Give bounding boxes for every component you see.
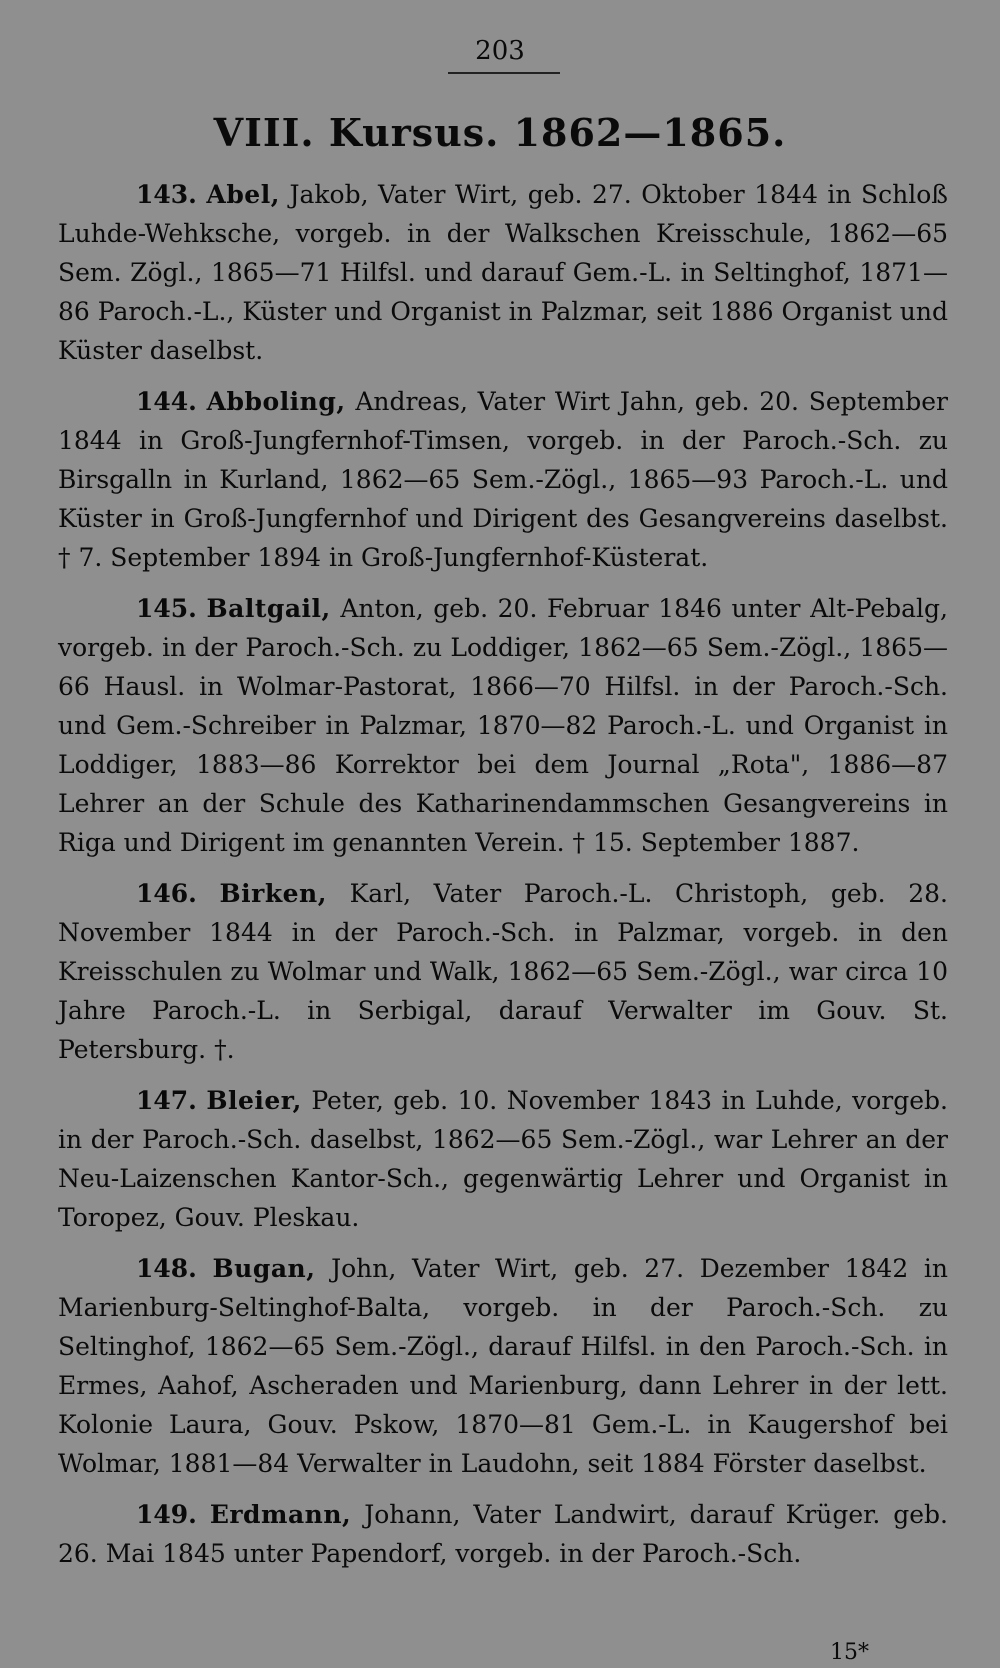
entry-number: 147. <box>136 1086 197 1115</box>
entry-number: 146. <box>136 879 197 908</box>
section-heading: VIII. Kursus. 1862—1865. <box>213 110 787 155</box>
signature-mark: 15* <box>830 1640 869 1665</box>
entry-number: 149. <box>136 1500 197 1529</box>
entry-name: Erdmann, <box>209 1500 352 1529</box>
entry-143 <box>58 175 948 370</box>
entry-name: Birken, <box>219 879 327 908</box>
entry-text: Johann, Vater Landwirt, darauf Krüger. geb. 26. Mai 1845 unter Papendorf, vorgeb. in der Paroch.-Sch. <box>58 1500 948 1568</box>
entry-149 <box>58 1495 948 1573</box>
entry-name: Baltgail, <box>206 594 331 623</box>
entry-147 <box>58 1081 948 1237</box>
entry-number: 144. <box>136 387 197 416</box>
entry-144 <box>58 382 948 577</box>
entry-text: John, Vater Wirt, geb. 27. Dezember 1842 in Marienburg-Seltinghof-Balta, vorgeb. in der Paroch.-Sch. zu Seltinghof, 1862—65 Sem.-Zögl., darauf Hilfsl. in den Paroch.-Sch. in Ermes, Aahof, Ascheraden und Marienburg, dann Lehrer in der lett. Kolonie Laura, Gouv. Pskow, 1870—81 Gem.-L. in Kaugershof bei Wolmar, 1881—84 Verwalter in Laudohn, seit 1884 Förster daselbst. <box>58 1254 948 1478</box>
entry-text: Jakob, Vater Wirt, geb. 27. Oktober 1844 in Schloß Luhde-Wehksche, vorgeb. in der Walkschen Kreisschule, 1862—65 Sem. Zögl., 1865—71 Hilfsl. und darauf Gem.-L. in Seltinghof, 1871—86 Paroch.-L., Küster und Organist in Palzmar, seit 1886 Organist und Küster daselbst. <box>58 180 949 365</box>
entry-text: Karl, Vater Paroch.-L. Christoph, geb. 28. November 1844 in der Paroch.-Sch. in Palzmar, vorgeb. in den Kreisschulen zu Wolmar und Walk, 1862—65 Sem.-Zögl., war circa 10 Jahre Paroch.-L. in Serbigal, darauf Verwalter im Gouv. St. Petersburg. †. <box>58 879 948 1064</box>
entry-name: Bugan, <box>212 1254 316 1283</box>
entry-name: Abboling, <box>206 387 346 416</box>
entry-146 <box>58 874 948 1069</box>
entry-text: Anton, geb. 20. Februar 1846 unter Alt-Pebalg, vorgeb. in der Paroch.-Sch. zu Loddiger, 1862—65 Sem.-Zögl., 1865—66 Hausl. in Wolmar-Pastorat, 1866—70 Hilfsl. in der Paroch.-Sch. und Gem.-Schreiber in Palzmar, 1870—82 Paroch.-L. und Organist in Loddiger, 1883—86 Korrektor bei dem Journal „Rota", 1886—87 Lehrer an der Schule des Katharinendammschen Gesangvereins in Riga und Dirigent im genannten Verein. † 15. September 1887. <box>58 594 948 857</box>
entry-list <box>58 175 948 1585</box>
entry-148 <box>58 1249 948 1483</box>
entry-number: 148. <box>136 1254 197 1283</box>
entry-number: 143. <box>136 180 197 209</box>
header-rule <box>448 72 560 74</box>
entry-name: Abel, <box>206 180 280 209</box>
entry-text: Peter, geb. 10. November 1843 in Luhde, vorgeb. in der Paroch.-Sch. daselbst, 1862—65 Sem.-Zögl., war Lehrer an der Neu-Laizenschen Kantor-Sch., gegenwärtig Lehrer und Organist in Toropez, Gouv. Pleskau. <box>58 1086 948 1232</box>
entry-name: Bleier, <box>206 1086 302 1115</box>
entry-145 <box>58 589 948 862</box>
entry-number: 145. <box>136 594 197 623</box>
page-number: 203 <box>475 36 525 66</box>
entry-text: Andreas, Vater Wirt Jahn, geb. 20. September 1844 in Groß-Jungfernhof-Timsen, vorgeb. in der Paroch.-Sch. zu Birsgalln in Kurland, 1862—65 Sem.-Zögl., 1865—93 Paroch.-L. und Küster in Groß-Jungfernhof und Dirigent des Gesangvereins daselbst. † 7. September 1894 in Groß-Jungfernhof-Küsterat. <box>58 387 948 572</box>
